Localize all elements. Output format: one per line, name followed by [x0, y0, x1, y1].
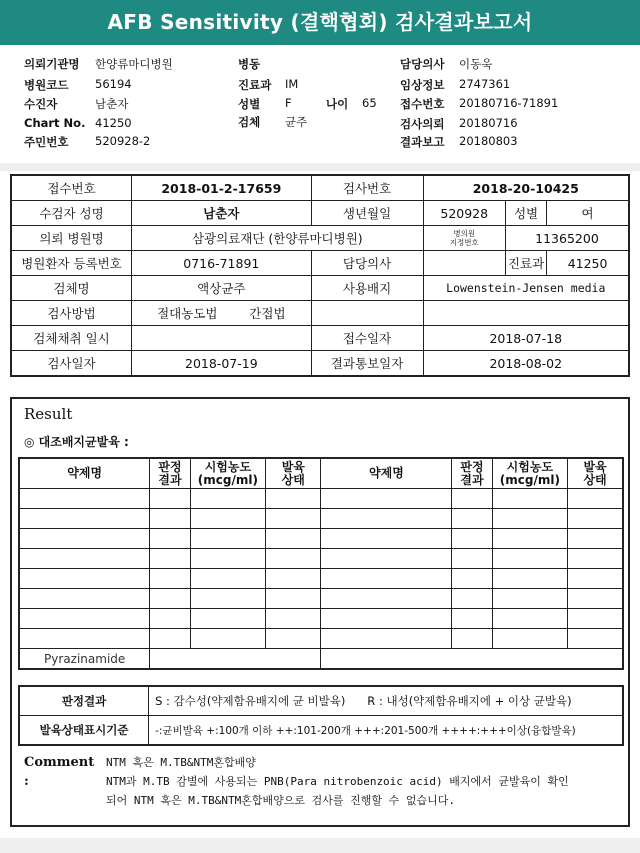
sex-label: 성별: [505, 201, 546, 226]
code-value: 56194: [95, 77, 132, 91]
table-row: [19, 649, 623, 670]
col-growth-2: 상태: [583, 472, 607, 487]
recv-label: 접수일자: [311, 326, 423, 351]
dept-label: 진료과: [238, 78, 272, 92]
hosp-code-label-2: 지정번호: [449, 238, 479, 247]
empty-cell: [311, 301, 423, 326]
col-judge-2: 결과: [460, 472, 484, 487]
request-value: 20180716: [459, 116, 518, 130]
report-header: [0, 52, 640, 160]
doctor-label: 담당의사: [400, 57, 445, 71]
exam-no-value: 2018-20-10425: [423, 175, 629, 201]
name-value: 남춘자: [132, 201, 312, 226]
col-growth-left: [266, 458, 321, 489]
col-conc-1: 시험농도: [506, 459, 554, 474]
ward-label: 병동: [238, 57, 261, 71]
col-conc-2: (mcg/ml): [499, 472, 560, 487]
method-label: 검사방법: [11, 301, 132, 326]
patient-label: 수진자: [24, 97, 58, 111]
separator: [0, 163, 640, 171]
table-row: [19, 549, 623, 569]
sex-value: 여: [547, 201, 629, 226]
hospital-value: 한양류마디병원: [95, 57, 173, 71]
col-judge-1: 판정: [158, 459, 182, 474]
empty-cell: [423, 301, 629, 326]
comment-text: [106, 753, 626, 810]
rrn-value: 520928-2: [95, 134, 151, 148]
table-row: [19, 509, 623, 529]
col-judge-1: 판정: [460, 459, 484, 474]
info-table: [10, 174, 630, 377]
clinical-label: 임상정보: [400, 78, 445, 92]
table-row: [19, 609, 623, 629]
table-row: [19, 629, 623, 649]
judge-r: R : 내성(약제함유배지에 + 이상 균발육): [367, 694, 572, 708]
table-row: [19, 529, 623, 549]
comment-line-1: NTM 혹은 M.TB&NTM혼합배양: [106, 756, 256, 769]
growth-label: 발육상태표시기준: [19, 716, 149, 746]
reg-label: 병원환자 등록번호: [11, 251, 132, 276]
medium-label: 사용배지: [311, 276, 423, 301]
test-value: 2018-07-19: [132, 351, 312, 377]
collect-label: 검체채취 일시: [11, 326, 132, 351]
col-growth-right: [568, 458, 623, 489]
notify-label: 결과통보일자: [311, 351, 423, 377]
col-drug-right: 약제명: [321, 458, 452, 489]
age-value: 65: [362, 96, 377, 110]
report-title: AFB Sensitivity (결핵협회) 검사결과보고서: [0, 0, 640, 45]
recv-value: 2018-07-18: [423, 326, 629, 351]
spec-label: 검체명: [11, 276, 132, 301]
col-judge-2: 결과: [158, 472, 182, 487]
judge-s: S : 감수성(약제함유배지에 균 비발육): [155, 694, 346, 708]
specimen-value: 균주: [285, 115, 308, 129]
receipt-no-value: 2018-01-2-17659: [132, 175, 312, 201]
hosp-value: 삼광의료재단 (한양류마디병원): [132, 226, 423, 251]
chart-value: 41250: [95, 116, 132, 130]
judge-label: 판정결과: [19, 686, 149, 716]
request-label: 검사의뢰: [400, 117, 445, 131]
patient-value: 남춘자: [95, 97, 129, 111]
receipt-no-label: 접수번호: [11, 175, 132, 201]
col-growth-2: 상태: [281, 472, 305, 487]
reg-value: 0716-71891: [132, 251, 312, 276]
hosp-code-label-1: 병의원: [453, 229, 476, 238]
pyrazinamide-label: Pyrazinamide: [19, 649, 150, 670]
receipt-value: 20180716-71891: [459, 96, 559, 110]
dept-label: 진료과: [505, 251, 546, 276]
table-row: [19, 569, 623, 589]
age-label: 나이: [326, 97, 349, 111]
dept-value: 41250: [547, 251, 629, 276]
clinical-value: 2747361: [459, 77, 511, 91]
table-row: [19, 489, 623, 509]
comment-line-2: NTM과 M.TB 감별에 사용되는 PNB(Para nitrobenzoic acid) 배지에서 균발육이 확인: [106, 775, 569, 788]
col-growth-1: 발육: [583, 459, 607, 474]
col-drug-left: 약제명: [19, 458, 150, 489]
footer-bar: [0, 838, 640, 853]
name-label: 수검자 성명: [11, 201, 132, 226]
judge-values: [149, 686, 623, 716]
growth-text: -:균비발육 +:100개 이하 ++:101-200개 +++:201-500개 ++++:+++이상(융합발육): [149, 716, 623, 746]
hosp-code-label: [423, 226, 505, 251]
col-growth-1: 발육: [281, 459, 305, 474]
doctor-value: [423, 251, 505, 276]
test-label: 검사일자: [11, 351, 132, 377]
col-conc-1: 시험농도: [204, 459, 252, 474]
result-title: Result: [24, 405, 73, 423]
comment-label: Comment :: [24, 755, 95, 789]
sex-value: F: [285, 96, 292, 110]
doctor-value: 이동욱: [459, 57, 493, 71]
col-conc-left: [190, 458, 266, 489]
result-section: [10, 397, 630, 827]
method-1: 절대농도법: [157, 306, 218, 321]
code-label: 병원코드: [24, 78, 69, 92]
chart-label: Chart No.: [24, 116, 86, 130]
rrn-label: 주민번호: [24, 135, 69, 149]
dept-value: IM: [285, 77, 299, 91]
comment-line-3: 되어 NTM 혹은 M.TB&NTM혼합배양으로 검사를 진행할 수 없습니다.: [106, 794, 455, 807]
empty-area: [321, 649, 623, 670]
receipt-label: 접수번호: [400, 97, 445, 111]
col-judge-right: [452, 458, 492, 489]
exam-no-label: 검사번호: [311, 175, 423, 201]
table-row: [19, 589, 623, 609]
col-judge-left: [150, 458, 190, 489]
legend-table: [18, 685, 624, 746]
col-conc-right: [492, 458, 568, 489]
pyrazinamide-value: [150, 649, 321, 670]
hospital-label: 의뢰기관명: [24, 57, 80, 71]
doctor-label: 담당의사: [311, 251, 423, 276]
hosp-code-value: 11365200: [505, 226, 629, 251]
medium-value: Lowenstein-Jensen media: [423, 276, 629, 301]
spec-value: 액상균주: [132, 276, 312, 301]
report-date-value: 20180803: [459, 134, 518, 148]
hosp-label: 의뢰 병원명: [11, 226, 132, 251]
control-growth-label: ◎ 대조배지균발육 :: [24, 435, 129, 449]
collect-value: [132, 326, 312, 351]
drug-table: [18, 457, 624, 670]
notify-value: 2018-08-02: [423, 351, 629, 377]
sex-label: 성별: [238, 97, 261, 111]
method-2: 간접법: [249, 306, 286, 321]
specimen-label: 검체: [238, 115, 261, 129]
dob-value: 520928: [423, 201, 505, 226]
method-value: [132, 301, 312, 326]
report-date-label: 결과보고: [400, 135, 445, 149]
col-conc-2: (mcg/ml): [197, 472, 258, 487]
dob-label: 생년월일: [311, 201, 423, 226]
